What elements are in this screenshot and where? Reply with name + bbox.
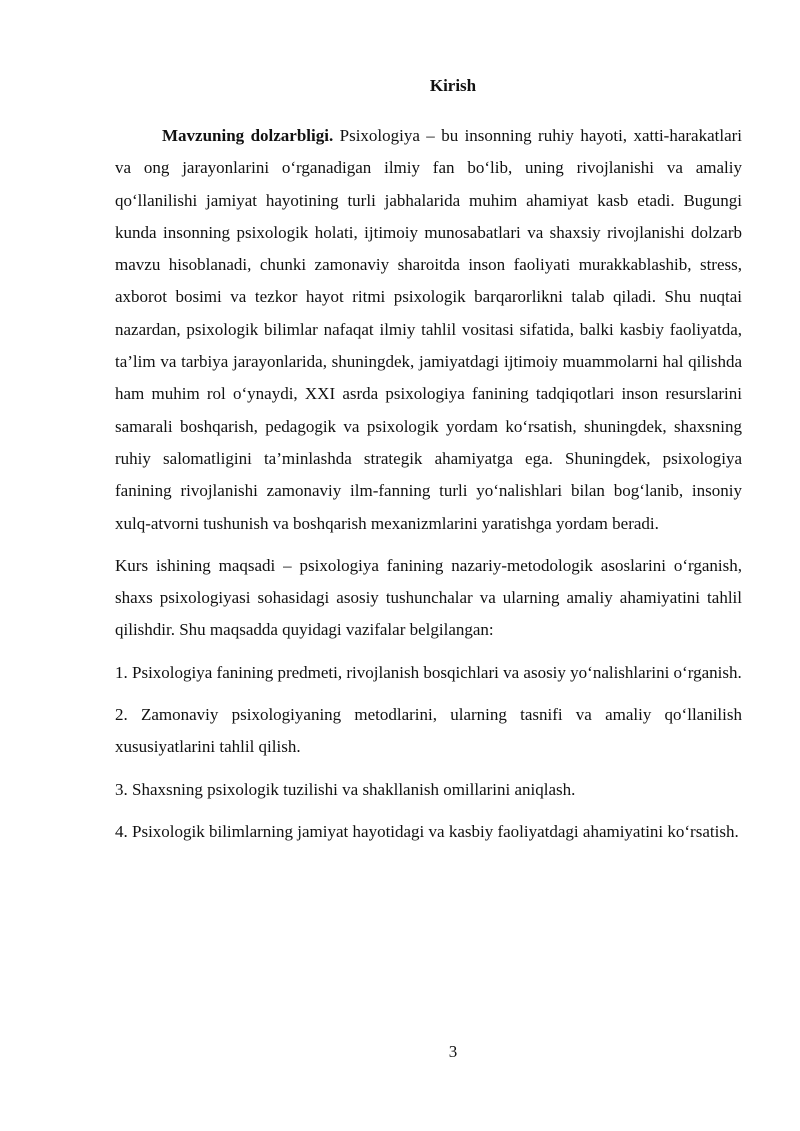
task-item-1: 1. Psixologiya fanining predmeti, rivojlanish bosqichlari va asosiy yoʻnalishlarini oʻrganish.	[115, 662, 742, 682]
goal-paragraph: Kurs ishining maqsadi – psixologiya fanining nazariy-metodologik asoslarini oʻrganish, shaxs psixologiyasi sohasidagi asosiy tushunchalar va ularning amaliy ahamiyatini tahlil qilishdir. Shu maqsadda quyidagi vazifalar belgilangan:	[115, 555, 742, 640]
section-heading: Kirish	[429, 76, 477, 95]
document-body	[115, 120, 742, 848]
page-number: 3	[448, 1042, 458, 1061]
intro-paragraph	[115, 120, 742, 540]
intro-text: Psixologiya – bu insonning ruhiy hayoti, xatti-harakatlari va ong jarayonlarini oʻrganadigan ilmiy fan boʻlib, uning rivojlanishi va amaliy qoʻllanilishi jamiyat hayotining turli jabhalarida muhim ahamiyat kasb etadi. Bugungi kunda insonning psixologik holati, ijtimoiy munosabatlari va shaxsiy rivojlanishi dolzarb mavzu hisoblanadi, chunki zamonaviy sharoitda inson faoliyati murakkablashib, stress, axborot bosimi va tezkor hayot ritmi psixologik barqarorlikni talab qiladi. Shu nuqtai nazardan, psixologik bilimlar nafaqat ilmiy tahlil vositasi sifatida, balki kasbiy faoliyatda, ta’lim va tarbiya jarayonlarida, shuningdek, jamiyatdagi ijtimoiy muammolarni hal qilishda ham muhim rol oʻynaydi, XXI asrda psixologiya fanining tadqiqotlari inson resurslarini samarali boshqarish, pedagogik va psixologik yordam koʻrsatish, shuningdek, shaxsning ruhiy salomatligini ta’minlashda strategik ahamiyatga ega. Shuningdek, psixologiya fanining rivojlanishi zamonaviy ilm-fanning turli yoʻnalishlari bilan bogʻlanib, insoniy xulq-atvorni tushunish va boshqarish mexanizmlarini yaratishga yordam beradi.	[115, 126, 743, 533]
task-item-4: 4. Psixologik bilimlarning jamiyat hayotidagi va kasbiy faoliyatdagi ahamiyatini koʻrsatish.	[115, 821, 739, 841]
task-item-3: 3. Shaxsning psixologik tuzilishi va shakllanish omillarini aniqlash.	[115, 779, 576, 799]
task-item-2: 2. Zamonaviy psixologiyaning metodlarini, ularning tasnifi va amaliy qoʻllanilish xususiyatlarini tahlil qilish.	[115, 705, 742, 757]
intro-label: Mavzuning dolzarbligi.	[162, 126, 334, 145]
